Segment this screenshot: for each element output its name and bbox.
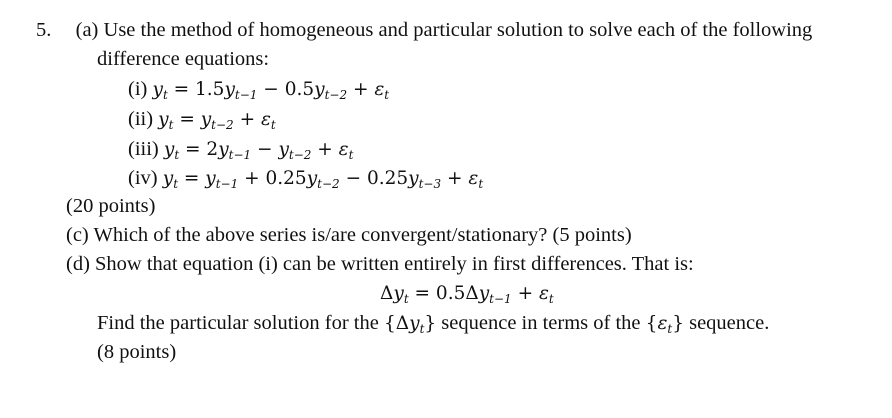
part-a-text-line1: Use the method of homogeneous and particular solution to solve each of the following [103,19,813,41]
equation-iii-label: (iii) [128,138,159,160]
equation-iii [128,139,353,160]
equation-iii-math: $y_t = 2y_{t-1} - y_{t-2} + \varepsilon_t$ [163,139,354,162]
equation-ii-math: $y_t = y_{t-2} + \varepsilon_t$ [158,109,276,132]
epsilon-sequence: $\{\varepsilon_t\}$ [645,313,684,336]
part-c [66,225,632,246]
equation-i [128,79,389,100]
part-a-label: (a) [75,19,99,41]
part-c-label: (c) [66,224,89,246]
find-prefix: Find the particular solution for the [97,312,379,334]
part-a-text-line2: difference equations: [97,48,270,70]
part-c-text: Which of the above series is/are convergent/stationary? (5 points) [93,224,632,246]
equation-iv-label: (iv) [128,167,158,189]
equation-i-label: (i) [128,78,148,100]
first-difference-equation: $\Delta y_t = 0.5\Delta y_{t-1} + \varepsilon_t$ [380,283,554,306]
equation-ii [128,109,276,130]
part-a-points: (20 points) [66,195,156,217]
equation-iv-math: $y_t = y_{t-1} + 0.25y_{t-2} - 0.25y_{t-3} + \varepsilon_t$ [162,168,484,191]
question-5-line-1 [36,20,812,41]
part-d-text: Show that equation (i) can be written entirely in first differences. That is: [95,253,694,275]
question-number: 5. [36,19,52,41]
part-d [66,254,694,275]
equation-iv [128,168,483,189]
find-suffix: sequence. [689,312,770,334]
equation-ii-label: (ii) [128,108,154,130]
part-d-find-line [97,313,769,334]
equation-i-math: $y_t = 1.5y_{t-1} - 0.5y_{t-2} + \varepsilon_t$ [152,79,390,102]
part-d-label: (d) [66,253,90,275]
part-d-points: (8 points) [97,341,177,363]
delta-y-sequence: $\{\Delta y_t\}$ [383,313,437,336]
find-middle: sequence in terms of the [441,312,641,334]
